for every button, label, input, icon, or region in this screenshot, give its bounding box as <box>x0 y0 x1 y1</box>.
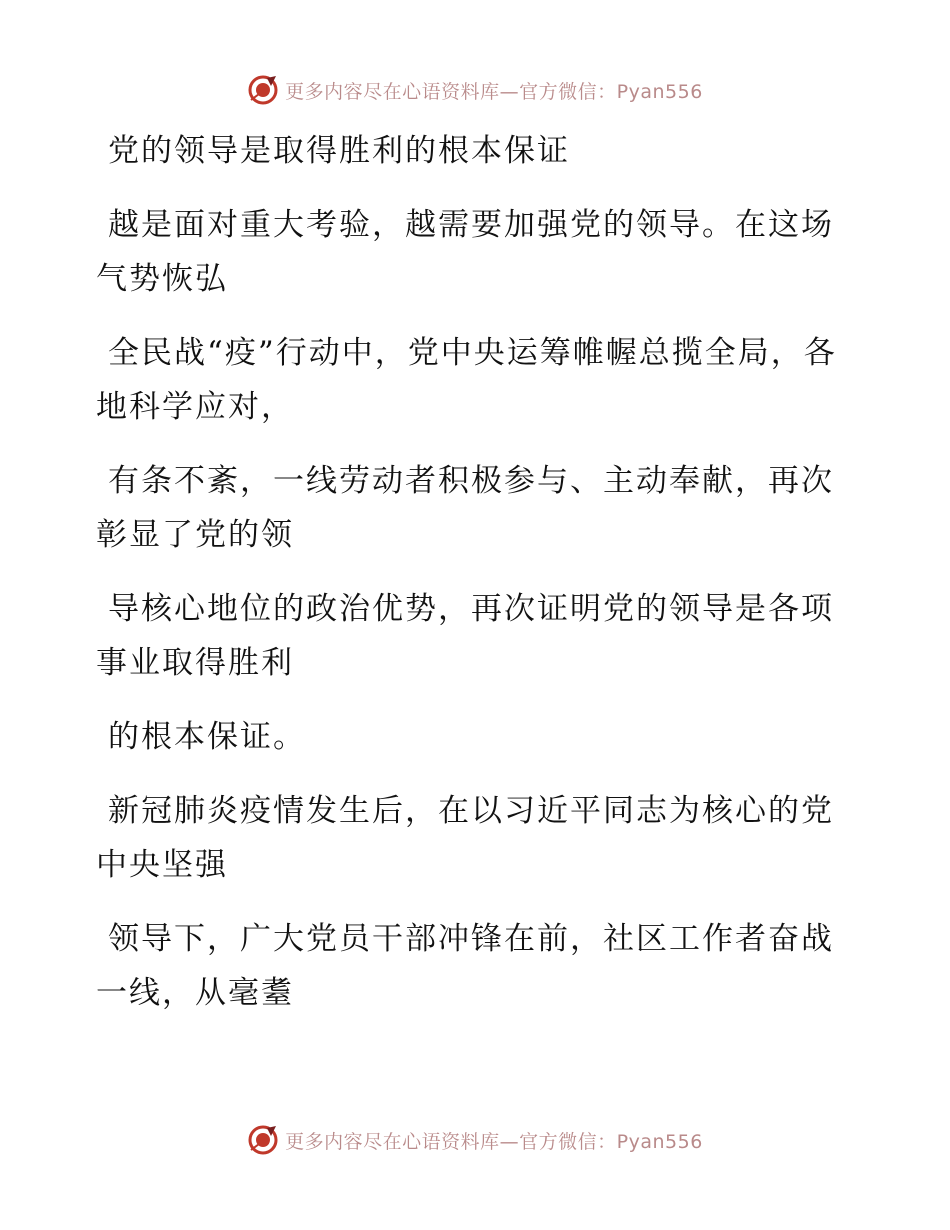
paragraph: 党的领导是取得胜利的根本保证 <box>108 133 570 169</box>
header-banner-text: 更多内容尽在心语资料库—官方微信：Pyan556 <box>285 80 703 103</box>
paragraph: 新冠肺炎疫情发生后，在以习近平同志为核心的党中央坚强 <box>96 793 834 883</box>
paragraph: 越是面对重大考验，越需要加强党的领导。在这场气势恢弘 <box>96 207 834 297</box>
document-body <box>96 124 856 1040</box>
paragraph: 全民战“疫”行动中，党中央运筹帷幄总揽全局，各地科学应对， <box>96 335 837 425</box>
paragraph: 有条不紊，一线劳动者积极参与、主动奉献，再次彰显了党的领 <box>96 463 834 553</box>
paragraph: 导核心地位的政治优势，再次证明党的领导是各项事业取得胜利 <box>96 591 834 681</box>
quill-logo-icon <box>247 1124 279 1156</box>
paragraph: 领导下，广大党员干部冲锋在前，社区工作者奋战一线，从毫耋 <box>96 921 834 1011</box>
header-banner <box>0 70 950 110</box>
footer-banner <box>0 1120 950 1160</box>
footer-banner-text: 更多内容尽在心语资料库—官方微信：Pyan556 <box>285 1130 703 1153</box>
paragraph: 的根本保证。 <box>108 719 306 755</box>
quill-logo-icon <box>247 74 279 106</box>
